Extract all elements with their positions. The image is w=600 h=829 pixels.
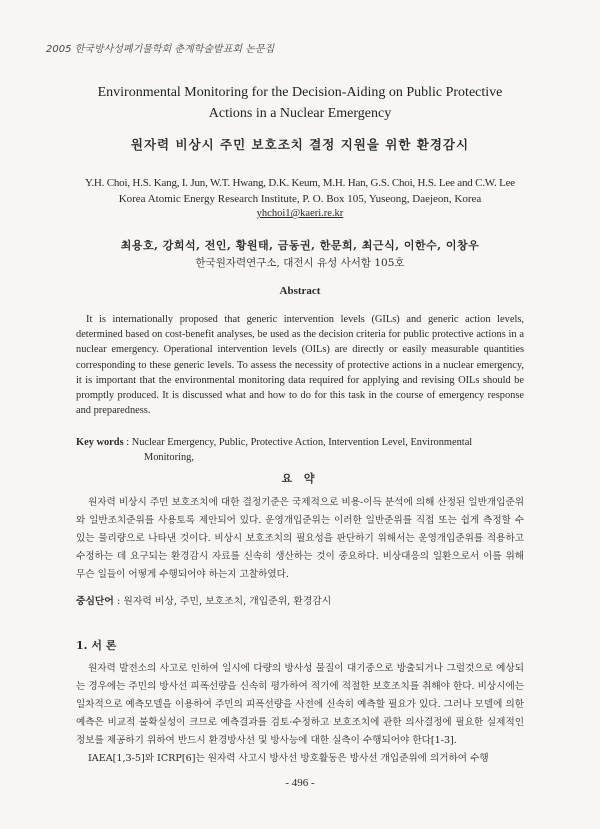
affiliation: Korea Atomic Energy Research Institute, P. O. Box 105, Yuseong, Daejeon, Korea	[118, 193, 482, 205]
proceedings-header: 2005 한국방사성폐기물학회 춘계학술발표회 논문집	[46, 44, 275, 55]
korean-abstract-body: 원자력 비상시 주민 보호조치에 대한 결정기준은 국제적으로 비용-이득 분석에 의해 산정된 일반개입준위와 일반조치준위를 사용토록 제안되어 있다. 운영개입준위는 이러한 일반준위를 직접 또는 쉽게 측정할 수 있는 물리량으로 나타낸 것이다. 비상시 보호조치의 필요성을 판단하기 위해서는 운영개입준위를 적용하고 수정하는 데 요구되는 환경감시 자료를 신속히 생산하는 것이 중요하다. 비상대응의 일환으로서 이를 위해 무슨 일들이 어떻게 수행되어야 하는지 고찰하였다.	[76, 497, 524, 580]
korean-keywords-block	[76, 593, 536, 607]
korean-keywords-values: : 원자력 비상, 주민, 보호조치, 개입준위, 환경감시	[116, 596, 332, 607]
email-line	[40, 208, 560, 219]
abstract-body: It is internationally proposed that generic intervention levels (GILs) and generic action levels, determined based on cost-benefit analyses, be used as the decision criteria for public protective actions in a nuclear emergency. Operational intervention levels (OILs) are directly or easily measurable quantities corresponding to these generic levels. To assess the necessity of protective actions in a nuclear emergency, it is important that the environmental monitoring data required for applying and revising OILs should be promptly produced. It is discussed what and how to do for this task in the course of emergency response and preparedness.	[76, 314, 524, 417]
keywords-line-2: Monitoring,	[144, 452, 194, 463]
korean-affiliation: 한국원자력연구소, 대전시 유성 사서함 105호	[195, 257, 405, 269]
author-list: Y.H. Choi, H.S. Kang, I. Jun, W.T. Hwang, D.K. Keum, M.H. Han, G.S. Choi, H.S. Lee and C.W. Lee	[85, 177, 515, 189]
section-1-heading: 1. 서 론	[76, 639, 117, 652]
title-line-1: Environmental Monitoring for the Decision-Aiding on Public Protective	[97, 85, 503, 100]
section-1-paragraph-2: IAEA[1,3-5]와 ICRP[6]는 원자력 사고시 방사선 방호활동은 방사선 개입준위에 의거하여 수행	[88, 753, 489, 764]
korean-title: 원자력 비상시 주민 보호조치 결정 지원을 위한 환경감시	[130, 137, 470, 152]
korean-author-list: 최용호, 강희석, 전인, 황원태, 금동권, 한문희, 최근식, 이한수, 이창우	[120, 239, 480, 252]
section-1-body	[76, 660, 524, 768]
korean-abstract-heading: 요 약	[281, 472, 319, 485]
abstract-heading: Abstract	[279, 285, 321, 297]
section-1-paragraph-1: 원자력 발전소의 사고로 인하여 일시에 다량의 방사성 물질이 대기중으로 방출되거나 그럴것으로 예상되는 경우에는 주민의 방사선 피폭선량을 신속히 평가하여 적기에 적절한 보호조치를 취해야 한다. 비상시에는 일차적으로 예측모델을 이용하여 주민의 피폭선량을 사전에 신속히 예측할 필요가 있다. 그러나 모델에 의한 예측은 비교적 불확실성이 크므로 예측결과를 검토·수정하고 보호조치에 관한 의사결정에 필요한 실제적인 정보를 제공하기 위하여 반드시 환경방사선 및 방사능에 대한 실측이 수행되어야 한다[1-3].	[76, 663, 524, 746]
korean-keywords-label: 중심단어	[76, 596, 114, 607]
paper-title	[60, 82, 540, 124]
keywords-values: : Nuclear Emergency, Public, Protective Action, Intervention Level, Environmental	[126, 437, 473, 448]
title-line-2: Actions in a Nuclear Emergency	[208, 106, 392, 121]
email-link[interactable]: yhchoi1@kaeri.re.kr	[256, 208, 344, 219]
keywords-label: Key words	[76, 437, 124, 448]
page-number: - 496 -	[285, 777, 315, 789]
keywords-line-1	[76, 435, 536, 450]
keywords-block	[76, 435, 536, 465]
